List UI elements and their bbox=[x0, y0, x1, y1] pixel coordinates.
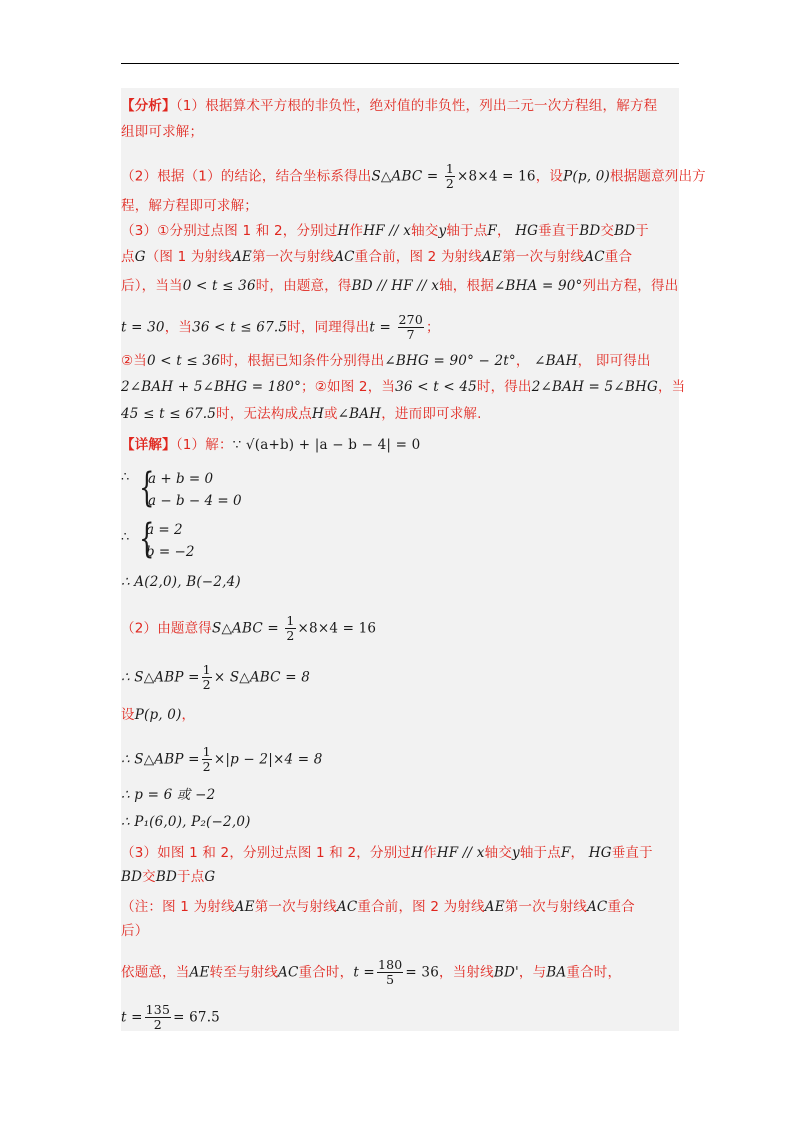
analysis-line-8: t = 30，当36 < t ≤ 67.5时，同理得出t = $\frac{270}{7}$ ； bbox=[121, 312, 440, 342]
analysis-line-4: 程，解方程即可求解； bbox=[121, 198, 258, 214]
detail-line-3: ∴ S△ABP = $\frac{1}{2}$ × S△ABC = 8 bbox=[121, 662, 310, 692]
analysis-line-2: 组即可求解； bbox=[121, 124, 204, 140]
analysis-line-5: （3）①分别过点图 1 和 2，分别过H作HF // x轴交y轴于点F， HG垂直于BD交BD于 bbox=[121, 223, 649, 239]
analysis-line-6: 点G（图 1 为射线AE第一次与射线AC重合前，图 2 为射线AE第一次与射线AC重合 bbox=[121, 249, 633, 265]
left-brace: { bbox=[139, 516, 155, 562]
equation-system-2: a = 2 b = −2 bbox=[146, 522, 195, 560]
analysis-line-7: 后），当当0 < t ≤ 36时，由题意，得BD // HF // x轴，根据∠BHA = 90°列出方程，得出 bbox=[121, 278, 679, 294]
analysis-line-3: （2）根据（1）的结论，结合坐标系得出S△ABC = $\frac{1}{2}$ ×8×4 = 16，设P(p, 0)根据题意列出方 bbox=[121, 161, 706, 191]
analysis-tag: 【分析】 bbox=[121, 98, 176, 114]
fraction: $\frac{1}{2}$ bbox=[202, 662, 211, 692]
analysis-line-9: ②当0 < t ≤ 36时，根据已知条件分别得出∠BHG = 90° − 2t°， ∠BAH， 即可得出 bbox=[121, 353, 651, 369]
detail-points-ab: ∴ A(2,0), B(−2,4) bbox=[121, 574, 241, 590]
analysis-line-10: 2∠BAH + 5∠BHG = 180°；②如图 2，当36 < t < 45时，得出2∠BAH = 5∠BHG，当 bbox=[121, 379, 686, 395]
analysis-line-11: 45 ≤ t ≤ 67.5时，无法构成点H或∠BAH，进而即可求解. bbox=[121, 406, 482, 422]
analysis-line-1: 【分析】（1）根据算术平方根的非负性，绝对值的非负性，列出二元一次方程组，解方程 bbox=[121, 98, 658, 114]
fraction: $\frac{1}{2}$ bbox=[445, 161, 455, 191]
detail-line-9: BD交BD于点G bbox=[121, 869, 216, 885]
header-rule bbox=[121, 63, 679, 64]
fraction: $\frac{135}{2}$ bbox=[145, 1002, 171, 1032]
detail-line-1: 【详解】（1）解：∵ √(a+b) + |a − b − 4| = 0 bbox=[121, 437, 421, 453]
detail-note-2: 后） bbox=[121, 923, 149, 939]
detail-line-4: 设P(p, 0)， bbox=[121, 707, 196, 723]
detail-line-6: ∴ p = 6 或 −2 bbox=[121, 787, 216, 803]
fraction: $\frac{270}{7}$ bbox=[398, 312, 423, 342]
detail-tag: 【详解】 bbox=[121, 437, 176, 453]
detail-line-5: ∴ S△ABP = $\frac{1}{2}$ ×|p − 2|×4 = 8 bbox=[121, 744, 323, 774]
fraction: $\frac{1}{2}$ bbox=[286, 613, 295, 643]
detail-line-10: 依题意，当AE转至与射线AC重合时，t = $\frac{180}{5}$ = 36，当射线BD'，与BA重合时， bbox=[121, 957, 622, 987]
equation-system-1: a + b = 0 a − b − 4 = 0 bbox=[148, 471, 242, 509]
detail-note-1: （注：图 1 为射线AE第一次与射线AC重合前，图 2 为射线AE第一次与射线AC重合 bbox=[121, 899, 635, 915]
fraction: $\frac{1}{2}$ bbox=[202, 744, 211, 774]
detail-line-7: ∴ P₁(6,0), P₂(−2,0) bbox=[121, 814, 251, 830]
detail-line-2: （2）由题意得S△ABC = $\frac{1}{2}$ ×8×4 = 16 bbox=[121, 613, 377, 643]
detail-line-8: （3）如图 1 和 2，分别过点图 1 和 2，分别过H作HF // x轴交y轴于点F， HG垂直于 bbox=[121, 845, 653, 861]
left-brace: { bbox=[139, 465, 155, 511]
fraction: $\frac{180}{5}$ bbox=[377, 957, 403, 987]
detail-line-11: t = $\frac{135}{2}$ = 67.5 bbox=[121, 1002, 220, 1032]
